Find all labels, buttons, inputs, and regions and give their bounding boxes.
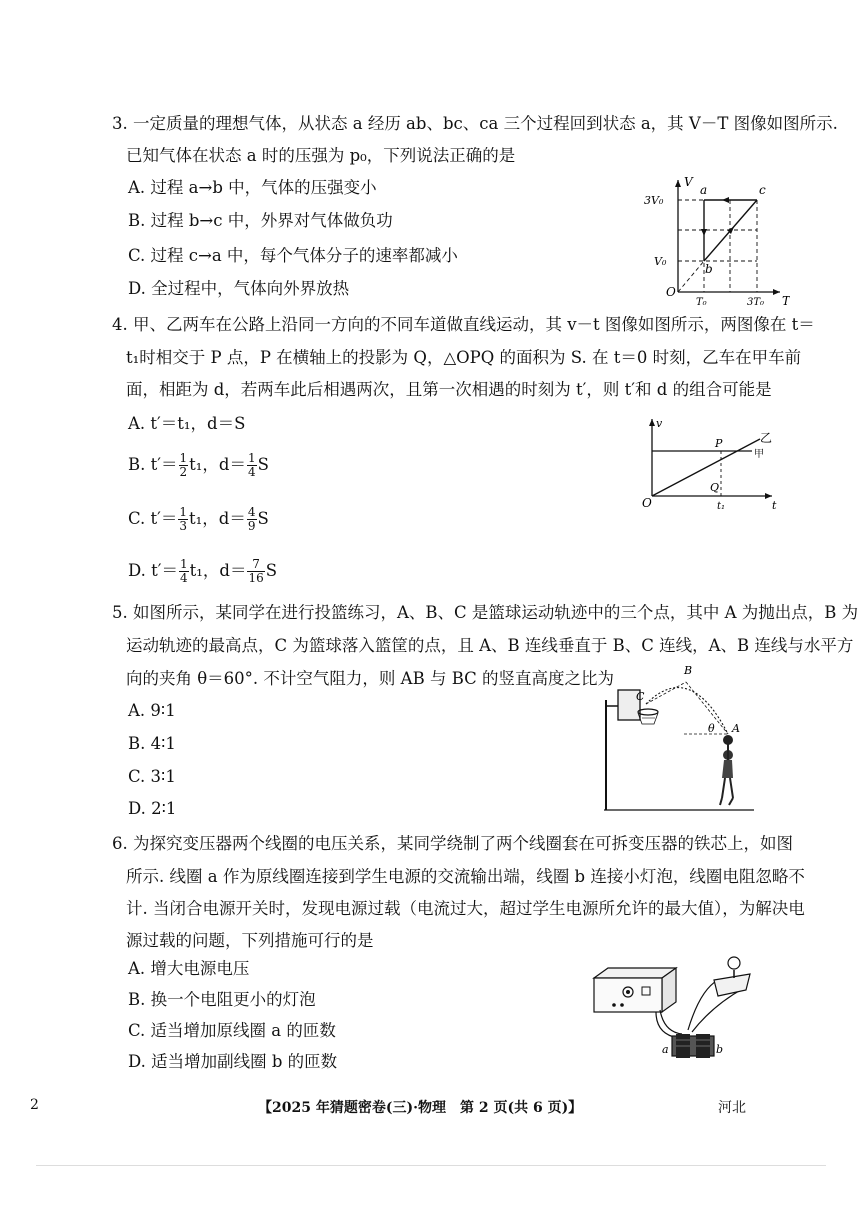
q3-point-b: b — [705, 262, 713, 276]
q5-basketball-figure — [598, 660, 758, 820]
q4-d-frac1: $\frac{1}{4}$ — [180, 557, 188, 585]
q4-option-c: C. t′＝ $\frac{1}{3}$ t₁，d＝ $\frac{4}{9}$ S — [128, 505, 269, 533]
q6-stem-line3: 计. 当闭合电源开关时，发现电源过载（电流过大，超过学生电源所允许的最大值），为解决电 — [126, 899, 805, 918]
q4-series-yi: 乙 — [760, 431, 773, 445]
q6-transformer-figure — [590, 950, 760, 1068]
q4-origin-label: O — [642, 496, 652, 510]
q3-stem-line2: 已知气体在状态 a 时的压强为 p₀，下列说法正确的是 — [126, 146, 516, 165]
page-bottom-edge — [36, 1165, 826, 1166]
q4-series-jia: 甲 — [754, 449, 764, 460]
q6-coil-a-label: a — [662, 1043, 669, 1056]
q4-b-label: B. t′＝ — [128, 455, 178, 474]
q5-option-d: D. 2∶1 — [128, 799, 177, 818]
q3-origin-label: O — [666, 285, 676, 299]
hoop — [638, 709, 658, 715]
q6-option-b: B. 换一个电阻更小的灯泡 — [128, 990, 316, 1009]
q5-point-c: C — [636, 690, 645, 703]
q5-point-b: B — [684, 664, 693, 677]
q3-y-tick-3v0: 3V₀ — [644, 194, 664, 207]
q6-option-a: A. 增大电源电压 — [128, 959, 250, 978]
q4-b-frac1: $\frac{1}{2}$ — [179, 451, 188, 479]
q5-stem-line1: 5. 如图所示，某同学在进行投篮练习，A、B、C 是篮球运动轨迹中的三个点，其中 A 为抛出点，B 为 — [112, 603, 859, 622]
q5-point-a: A — [732, 722, 740, 735]
page-margin-mark: 2 — [30, 1097, 39, 1113]
q3-x-tick-t0: T₀ — [696, 297, 707, 307]
light-bulb-icon — [728, 957, 740, 969]
q3-y-tick-v0: V₀ — [654, 255, 667, 268]
q4-stem-line2: t₁时相交于 P 点，P 在横轴上的投影为 Q，△OPQ 的面积为 S. 在 t＝0 时刻，乙车在甲车前 — [126, 348, 802, 367]
q4-point-p: P — [715, 437, 723, 450]
q6-stem-line4: 源过载的问题，下列措施可行的是 — [126, 931, 374, 950]
q5-stem-line2: 运动轨迹的最高点，C 为篮球落入篮筐的点，且 A、B 连线垂直于 B、C 连线，A、B 连线与水平方 — [126, 636, 854, 655]
q6-coil-b-label: b — [716, 1043, 724, 1056]
q5-angle-theta: θ — [708, 722, 715, 735]
q4-stem-line3: 面，相距为 d，若两车此后相遇两次，且第一次相遇的时刻为 t′，则 t′和 d 的组合可能是 — [126, 380, 772, 399]
q4-x-tick-t1: t₁ — [717, 501, 726, 512]
q5-stem-line3: 向的夹角 θ＝60°. 不计空气阻力，则 AB 与 BC 的竖直高度之比为 — [126, 669, 614, 688]
q4-vt-graph — [632, 415, 782, 515]
basketball — [723, 735, 733, 745]
q3-stem-line1: 3. 一定质量的理想气体，从状态 a 经历 ab、bc、ca 三个过程回到状态 a，其 V－T 图像如图所示. — [112, 114, 838, 133]
q4-point-q: Q — [710, 481, 720, 494]
q6-stem-line1: 6. 为探究变压器两个线圈的电压关系，某同学绕制了两个线圈套在可拆变压器的铁芯上，如图 — [112, 834, 793, 853]
q3-point-a: a — [700, 183, 708, 197]
q6-stem-line2: 所示. 线圈 a 作为原线圈连接到学生电源的交流输出端，线圈 b 连接小灯泡，线圈电阻忽略不 — [126, 867, 805, 886]
q6-option-d: D. 适当增加副线圈 b 的匝数 — [128, 1052, 338, 1071]
q3-option-b: B. 过程 b→c 中，外界对气体做负功 — [128, 211, 393, 230]
q4-option-b: B. t′＝ $\frac{1}{2}$ t₁，d＝ $\frac{1}{4}$ S — [128, 451, 269, 479]
q5-option-c: C. 3∶1 — [128, 767, 176, 786]
q4-y-axis-label: v — [656, 417, 663, 430]
q4-b-frac2: $\frac{1}{4}$ — [247, 451, 256, 479]
q3-x-tick-3t0: 3T₀ — [747, 297, 765, 307]
q4-stem-line1: 4. 甲、乙两车在公路上沿同一方向的不同车道做直线运动，其 v－t 图像如图所示，两图像在 t＝ — [112, 315, 815, 334]
footer-region: 河北 — [718, 1100, 746, 1116]
q3-y-axis-label: V — [684, 175, 693, 189]
q5-option-a: A. 9∶1 — [128, 701, 176, 720]
footer-title: 【2025 年猜题密卷(三)·物理 第 2 页(共 6 页)】 — [258, 1100, 583, 1116]
q5-option-b: B. 4∶1 — [128, 734, 176, 753]
q3-vt-graph — [630, 172, 790, 307]
q3-point-c: c — [759, 183, 766, 197]
q4-option-a: A. t′＝t₁，d＝S — [128, 414, 246, 433]
q3-option-a: A. 过程 a→b 中，气体的压强变小 — [128, 178, 377, 197]
student-power-supply — [594, 978, 662, 1012]
q4-c-frac1: $\frac{1}{3}$ — [179, 505, 188, 533]
q4-d-frac2: $\frac{7}{16}$ — [248, 557, 264, 585]
q4-x-axis-label: t — [772, 499, 777, 512]
q6-option-c: C. 适当增加原线圈 a 的匝数 — [128, 1021, 336, 1040]
q4-c-frac2: $\frac{4}{9}$ — [247, 505, 256, 533]
q3-option-c: C. 过程 c→a 中，每个气体分子的速率都减小 — [128, 246, 458, 265]
q3-x-axis-label: T — [782, 294, 790, 307]
q4-option-d: D. t′＝ $\frac{1}{4}$ t₁，d＝ $\frac{7}{16}$ S — [128, 557, 278, 585]
q3-option-d: D. 全过程中，气体向外界放热 — [128, 279, 350, 298]
